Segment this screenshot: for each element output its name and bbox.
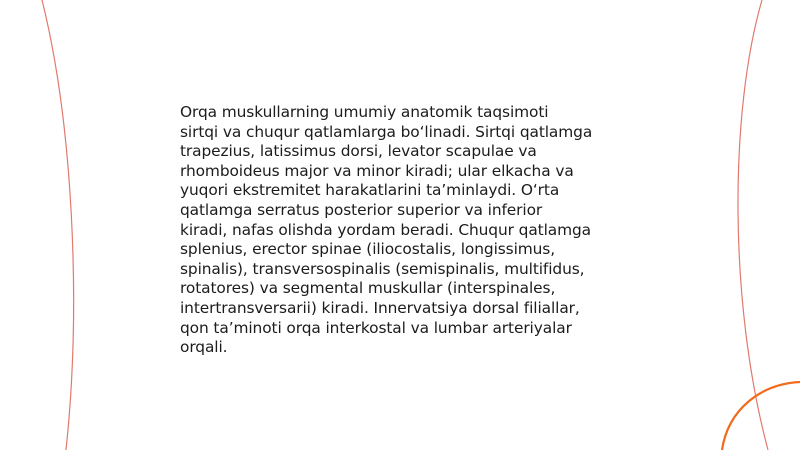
bottom-right-orange-arc — [722, 382, 800, 450]
right-arc-line — [738, 0, 768, 450]
left-arc-line — [42, 0, 74, 450]
body-paragraph: Orqa muskullarning umumiy anatomik taqsimoti sirtqi va chuqur qatlamlarga boʻlinadi. Sirtqi qatlamga trapezius, latissimus dorsi, levator scapulae va rhomboideus major va minor kiradi; ular elkacha va yuqori ekstremitet harakatlarini taʼminlaydi. Oʻrta qatlamga serratus posterior superior va inferior kiradi, nafas olishda yordam beradi. Chuqur qatlamga splenius, erector spinae (iliocostalis, longissimus, spinalis), transversospinalis (semispinalis, multifidus, rotatores) va segmental muskullar (interspinales, intertransversarii) kiradi. Innervatsiya dorsal filiallar, qon taʼminoti orqa interkostal va lumbar arteriyalar orqali. — [180, 103, 593, 357]
